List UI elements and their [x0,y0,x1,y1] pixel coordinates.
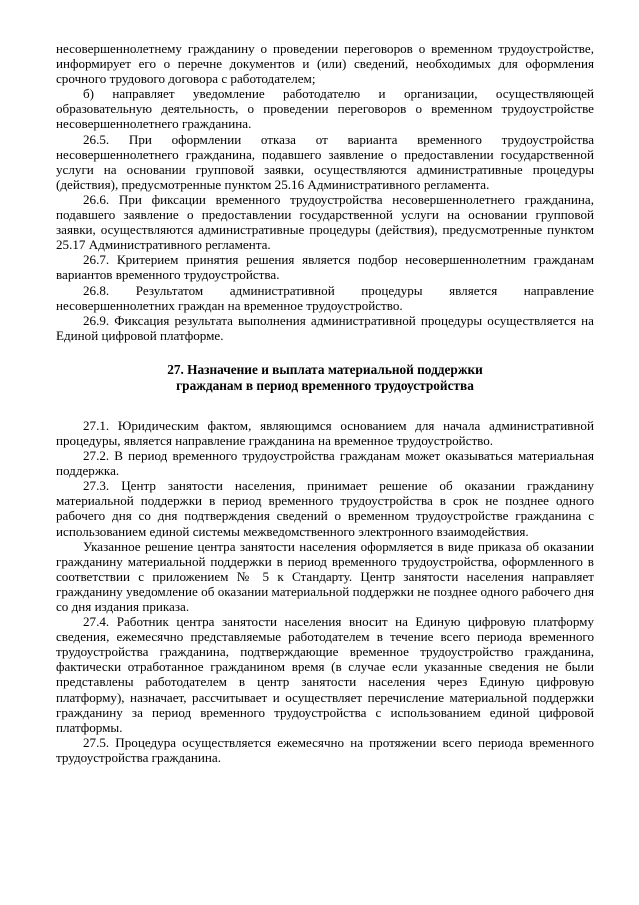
paragraph-26-6: 26.6. При фиксации временного трудоустройства несовершеннолетнего гражданина, подавшего заявление о предоставлении государственной услуги на основании групповой заявки, осуществляются административные процедуры (действия), предусмотренные пунктом 25.17 Административного регламента. [56,191,594,253]
paragraph-26-8: 26.8. Результатом административной процедуры является направление несовершеннолетних граждан на временное трудоустройство. [56,282,594,313]
document-page [56,41,594,765]
paragraph-27-3: 27.3. Центр занятости населения, принимает решение об оказании гражданину материальной поддержки в период временного трудоустройства в срок не позднее одного рабочего дня со дня подтверждения сведений о временном трудоустройстве гражданина с использованием единой системы межведомственного электронного взаимодействия. [56,478,594,539]
paragraph-27-4: 27.4. Работник центра занятости населения вносит на Единую цифровую платформу сведения, ежемесячно представляемые работодателем в течение всего периода временного трудоустройства гражданина, подтверждающие временное трудоустройство гражданина, фактически отработанное гражданином время (в случае если указанные сведения не были представлены работодателем в центр занятости населения через Единую цифровую платформу), назначает, рассчитывает и осуществляет перечисление материальной поддержки гражданину за период временного трудоустройства с использованием единой цифровой платформы. [56,614,594,735]
paragraph-27-1: 27.1. Юридическим фактом, являющимся основанием для начала административной процедуры, является направление гражданина на временное трудоустройство. [56,417,594,448]
paragraph-continuation: несовершеннолетнему гражданину о проведении переговоров о временном трудоустройстве, информирует его о перечне документов и (или) сведений, необходимых для оформления срочного трудового договора с работодателем; [56,41,594,87]
paragraph-26-5: 26.5. При оформлении отказа от варианта временного трудоустройства несовершеннолетнего гражданина, подавшего заявление о предоставлении государственной услуги на основании групповой заявки, осуществляются административные процедуры (действия), предусмотренные пунктом 25.16 Административного регламента. [56,131,594,192]
paragraph-27-3-decision: Указанное решение центра занятости населения оформляется в виде приказа об оказании гражданину материальной поддержки в период временного трудоустройства, оформленного в соответствии с приложением № 5 к Стандарту. Центр занятости населения направляет гражданину уведомление об оказании материальной поддержки не позднее одного рабочего дня со дня издания приказа. [56,538,594,614]
paragraph-item-b: б) направляет уведомление работодателю и организации, осуществляющей образовательную деятельность, о проведении переговоров о временном трудоустройстве несовершеннолетнего гражданина. [56,86,594,132]
section-heading-line-1: 27. Назначение и выплата материальной поддержки [167,361,483,377]
paragraph-26-9: 26.9. Фиксация результата выполнения административной процедуры осуществляется на Единой цифровой платформе. [56,312,594,343]
paragraph-26-7: 26.7. Критерием принятия решения является подбор несовершеннолетним гражданам вариантов временного трудоустройства. [56,252,594,283]
paragraph-27-5: 27.5. Процедура осуществляется ежемесячно на протяжении всего периода временного трудоустройства гражданина. [56,734,594,765]
section-heading [56,362,594,394]
paragraph-27-2: 27.2. В период временного трудоустройства гражданам может оказываться материальная поддержка. [56,448,594,479]
section-heading-line-2: гражданам в период временного трудоустройства [176,377,474,393]
